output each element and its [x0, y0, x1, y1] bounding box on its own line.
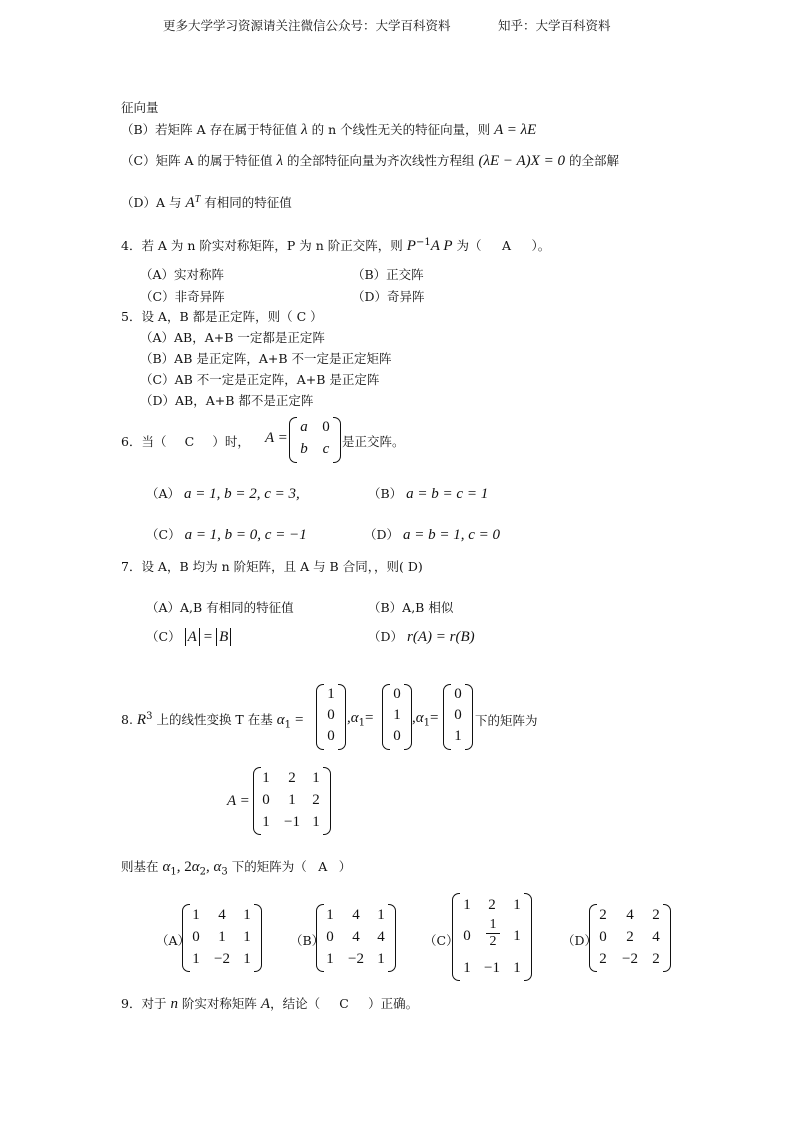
matrix-cell: −2: [622, 951, 638, 967]
q8-matrix-A: [253, 767, 331, 835]
q8-option-c-label: （C）: [424, 933, 459, 948]
q8-basis-vector-3: [443, 684, 473, 750]
matrix-cell: 2: [652, 907, 660, 923]
q8-option-c-matrix: [452, 893, 532, 981]
matrix-cell: 0: [322, 419, 330, 435]
option-d-q3: （D）A 与 $A^T$ 有相同的特征值: [121, 193, 292, 211]
matrix-cell: −2: [214, 951, 230, 967]
q7-option-b: （B）A,B 相似: [368, 600, 454, 615]
matrix-cell: 2: [652, 951, 660, 967]
q7-option-a: （A）A,B 有相同的特征值: [146, 600, 294, 615]
matrix-cell: a: [300, 419, 308, 435]
question-9: 9．对于 n 阶实对称矩阵 A，结论（ C ）正确。: [121, 996, 419, 1012]
matrix-cell: 1: [192, 951, 200, 967]
matrix-cell: 1: [326, 951, 334, 967]
matrix-cell: 2: [288, 770, 296, 786]
answer-q4: A: [502, 238, 512, 253]
q6-option-a: （A） a = 1, b = 2, c = 3,: [146, 486, 300, 502]
matrix-cell: 2: [626, 929, 634, 945]
question-5: 5．设 A，B 都是正定阵，则（ C ）: [121, 309, 323, 324]
matrix-cell: 1: [312, 770, 320, 786]
matrix-cell: 0: [599, 929, 607, 945]
matrix-cell: 4: [652, 929, 660, 945]
q6-matrix: [289, 417, 341, 463]
matrix-cell: 4: [352, 929, 360, 945]
matrix-cell: 1: [243, 907, 251, 923]
matrix-cell: 1: [327, 686, 335, 702]
q7-option-c: （C） A = B: [146, 627, 231, 646]
option-c-q3: （C）矩阵 A 的属于特征值 λ 的全部特征向量为齐次线性方程组 (λE − A)X = 0 的全部解: [121, 153, 619, 169]
matrix-cell: 1: [463, 897, 471, 913]
answer-q6: C: [184, 434, 195, 449]
q8-question-line: 则基在 $\alpha_1$, $2\alpha_2$, $\alpha_3$ 下的矩阵为（ A ）: [121, 859, 352, 878]
q4-option-b: （B）正交阵: [352, 267, 424, 282]
q5-option-b: （B）AB 是正定阵，A+B 不一定是正定矩阵: [140, 351, 392, 366]
matrix-cell: 4: [218, 907, 226, 923]
q8-option-d-label: （D）: [562, 933, 598, 948]
q5-option-c: （C）AB 不一定是正定阵，A+B 是正定阵: [140, 372, 380, 387]
matrix-cell: 0: [454, 686, 462, 702]
fraction-denominator: 2: [486, 933, 500, 950]
matrix-cell: 2: [488, 897, 496, 913]
q8-option-a-matrix: [182, 904, 262, 972]
fraction-numerator: 1: [489, 917, 497, 932]
continued-text: 征向量: [121, 100, 159, 115]
q5-option-a: （A）AB，A+B 一定都是正定阵: [140, 330, 325, 345]
matrix-cell: 1: [243, 951, 251, 967]
matrix-cell: 0: [262, 792, 270, 808]
matrix-cell: 1: [326, 907, 334, 923]
question-7: 7．设 A，B 均为 n 阶矩阵，且 A 与 B 合同，，则( D): [121, 559, 423, 574]
matrix-cell: 0: [393, 686, 401, 702]
q4-option-c: （C）非奇异阵: [140, 289, 225, 304]
q6-option-d: （D） a = b = 1, c = 0: [364, 527, 501, 543]
q8-basis-3-label: $,\alpha_1=$: [412, 710, 439, 729]
matrix-cell: −1: [284, 814, 300, 830]
matrix-cell: 0: [393, 728, 401, 744]
header-zhihu-note: 知乎：大学百科资料: [498, 18, 611, 33]
matrix-cell: 1: [262, 770, 270, 786]
matrix-cell: 0: [463, 928, 471, 944]
q7-option-d: （D） r(A) = r(B): [368, 629, 475, 645]
q6-option-c: （C） a = 1, b = 0, c = −1: [146, 527, 307, 543]
matrix-cell: b: [300, 441, 308, 457]
matrix-cell: 1: [288, 792, 296, 808]
q8-basis-vector-1: [316, 684, 346, 750]
matrix-cell: 1: [513, 928, 521, 944]
matrix-cell: 1: [243, 929, 251, 945]
q8-A-label: A =: [227, 793, 250, 809]
matrix-cell: 1: [454, 728, 462, 744]
matrix-cell: 1: [262, 814, 270, 830]
q4-option-d: （D）奇异阵: [352, 289, 425, 304]
matrix-cell: 1: [463, 960, 471, 976]
matrix-cell: 4: [377, 929, 385, 945]
q8-basis-2-label: $,\alpha_1=$: [347, 710, 374, 729]
question-8: 8. $R^3$ 上的线性变换 T 在基 $\alpha_1$ =: [121, 710, 304, 731]
matrix-cell: −2: [348, 951, 364, 967]
answer-q9: C: [339, 996, 349, 1011]
q8-tail: 下的矩阵为: [475, 713, 538, 728]
matrix-cell: 1: [513, 897, 521, 913]
matrix-cell: 2: [312, 792, 320, 808]
matrix-cell: 1: [377, 951, 385, 967]
q4-option-a: （A）实对称阵: [140, 267, 225, 282]
q8-option-d-matrix: [589, 904, 671, 972]
question-6: 6．当（ C ）时，: [121, 434, 250, 449]
matrix-cell: 1: [218, 929, 226, 945]
matrix-cell: −1: [484, 960, 500, 976]
header-wechat-note: 更多大学学习资源请关注微信公众号：大学百科资料: [163, 18, 451, 33]
q8-option-b-label: （B）: [290, 933, 325, 948]
matrix-cell: 1: [513, 960, 521, 976]
answer-q8: A: [318, 859, 328, 874]
matrix-cell: c: [322, 441, 330, 457]
fraction-one-half: [486, 917, 500, 950]
matrix-cell: 0: [327, 728, 335, 744]
matrix-cell: 1: [192, 907, 200, 923]
matrix-cell: 0: [326, 929, 334, 945]
q8-option-a-label: （A）: [156, 933, 191, 948]
matrix-cell: 2: [599, 951, 607, 967]
q6-tail: 是正交阵。: [342, 434, 405, 449]
matrix-cell: 1: [393, 707, 401, 723]
matrix-cell: 0: [327, 707, 335, 723]
matrix-cell: 2: [599, 907, 607, 923]
matrix-cell: 0: [454, 707, 462, 723]
matrix-cell: 4: [626, 907, 634, 923]
q8-basis-vector-2: [382, 684, 412, 750]
q6-option-b: （B） a = b = c = 1: [368, 486, 489, 502]
matrix-cell: 1: [312, 814, 320, 830]
matrix-cell: 4: [352, 907, 360, 923]
q6-matrix-label: A =: [265, 430, 288, 446]
question-4: 4．若 A 为 n 阶实对称矩阵，P 为 n 阶正交阵，则 $P^{-1}A$ P 为（ A ）。: [121, 236, 551, 254]
matrix-cell: 1: [377, 907, 385, 923]
q8-option-b-matrix: [316, 904, 396, 972]
q5-option-d: （D）AB，A+B 都不是正定阵: [140, 393, 314, 408]
option-b-q3: （B）若矩阵 A 存在属于特征值 λ 的 n 个线性无关的特征向量，则 A = λE: [121, 122, 537, 138]
matrix-cell: 0: [192, 929, 200, 945]
